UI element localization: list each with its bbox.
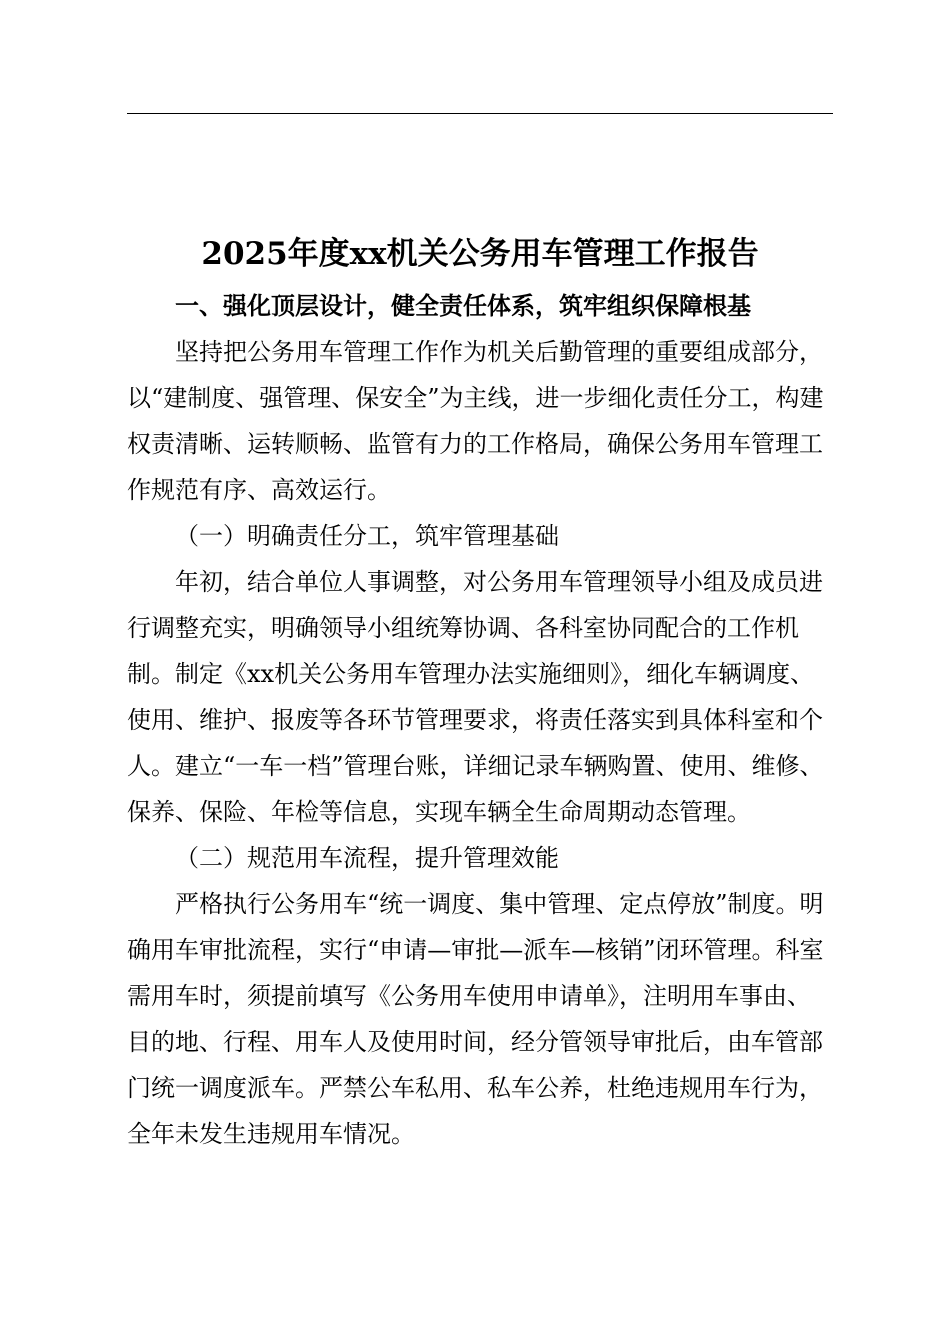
subsection-2-heading: （二）规范用车流程，提升管理效能 [175,844,559,872]
subsection-2-body: 严格执行公务用车“统一调度、集中管理、定点停放”制度。明确用车审批流程，实行“申请—审批—派车—核销”闭环管理。科室需用车时，须提前填写《公务用车使用申请单》，注明用车事由、目的地、行程、用车人及使用时间，经分管领导审批后，由车管部门统一调度派车。严禁公车私用、私车公养，杜绝违规用车行为，全年未发生违规用车情况。 [127,890,824,1148]
subsection-1-body: 年初，结合单位人事调整，对公务用车管理领导小组及成员进行调整充实，明确领导小组统筹协调、各科室协同配合的工作机制。制定《xx机关公务用车管理办法实施细则》，细化车辆调度、使用、维护、报废等各环节管理要求，将责任落实到具体科室和个人。建立“一车一档”管理台账，详细记录车辆购置、使用、维修、保养、保险、年检等信息，实现车辆全生命周期动态管理。 [127,568,824,826]
document-body [127,283,833,1157]
header-rule [127,113,833,114]
subsection-1-heading: （一）明确责任分工，筑牢管理基础 [175,522,559,550]
section-1-heading: 一、强化顶层设计，健全责任体系，筑牢组织保障根基 [175,291,751,320]
section-1-intro: 坚持把公务用车管理工作作为机关后勤管理的重要组成部分，以“建制度、强管理、保安全”为主线，进一步细化责任分工，构建权责清晰、运转顺畅、监管有力的工作格局，确保公务用车管理工作规范有序、高效运行。 [127,338,824,504]
document-title: 2025年度xx机关公务用车管理工作报告 [201,235,759,272]
